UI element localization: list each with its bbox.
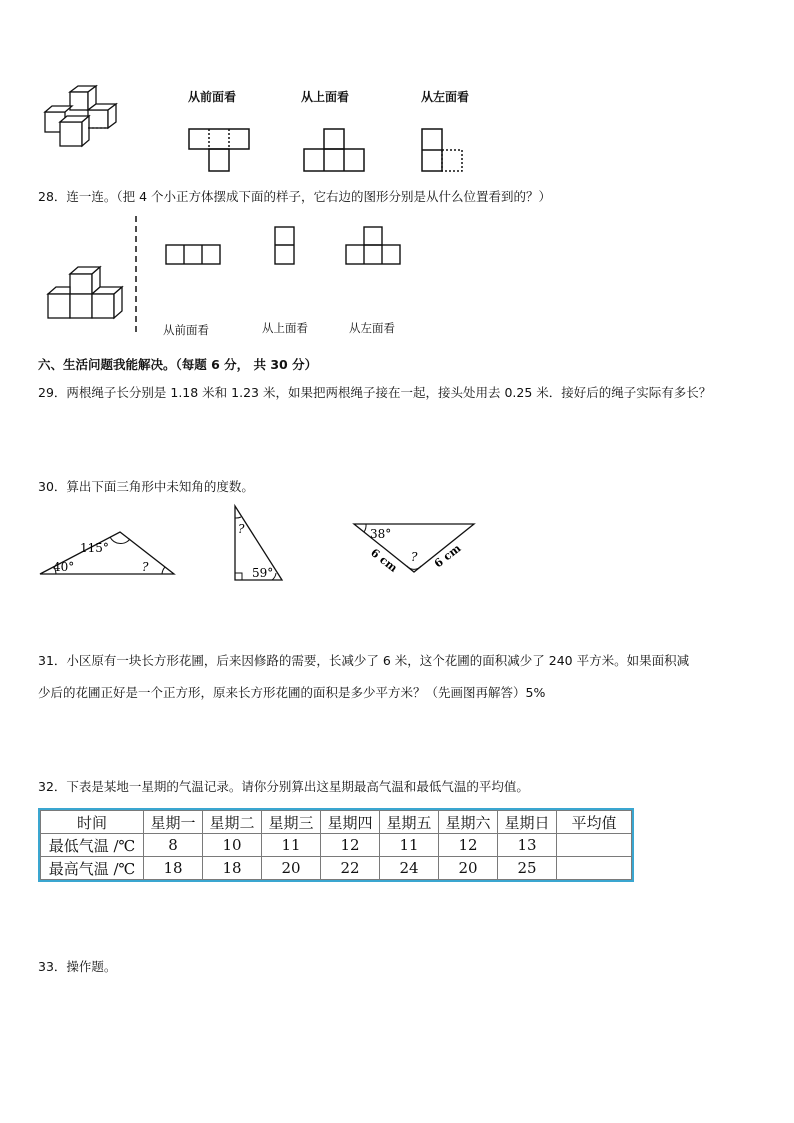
q27-view-front	[188, 128, 252, 174]
table-cell: 24	[380, 857, 439, 880]
q27-cube-stack	[40, 86, 130, 156]
q30-tri1-left-angle: 40°	[53, 560, 75, 574]
table-header-cell: 星期三	[262, 811, 321, 834]
table-header-cell: 星期五	[380, 811, 439, 834]
q27-view-label-left: 从左面看	[421, 90, 470, 104]
table-header-cell: 时间	[41, 811, 144, 834]
q30-tri2-top-angle: ?	[238, 522, 245, 536]
table-cell: 13	[498, 834, 557, 857]
q28-view-label-top: 从上面看	[262, 321, 308, 335]
q31-question-line2: 少后的花圃正好是一个正方形，原来长方形花圃的面积是多少平方米？（先画图再解答）5%	[38, 685, 546, 700]
q27-view-label-top: 从上面看	[301, 90, 350, 104]
table-cell: 11	[380, 834, 439, 857]
table-cell: 25	[498, 857, 557, 880]
table-cell: 20	[439, 857, 498, 880]
q30-tri3-side-right: 6 cm	[431, 541, 464, 571]
table-header-row	[41, 811, 632, 834]
q30-triangle-3	[352, 520, 478, 576]
q28-view-label-left: 从左面看	[349, 321, 395, 335]
q28-figure-b	[274, 226, 296, 266]
q27-view-top	[302, 128, 368, 174]
q30-question: 30．算出下面三角形中未知角的度数。	[38, 479, 254, 494]
q28-figure-a	[165, 244, 223, 266]
section6-title: 六、生活问题我能解决。（每题 6 分， 共 30 分）	[38, 357, 318, 372]
table-cell-average-blank[interactable]	[557, 834, 632, 857]
q28-cube-stack	[44, 262, 134, 332]
q30-tri3-side-left: 6 cm	[368, 546, 400, 575]
q32-question: 32．下表是某地一星期的气温记录。请你分别算出这星期最高气温和最低气温的平均值。	[38, 779, 529, 794]
table-cell: 18	[203, 857, 262, 880]
table-cell: 12	[439, 834, 498, 857]
q28-question: 28．连一连。（把 4 个小正方体摆成下面的样子，它右边的图形分别是从什么位置看到的？）	[38, 189, 552, 204]
table-cell: 11	[262, 834, 321, 857]
q30-tri2-bottom-angle: 59°	[252, 566, 274, 580]
table-row	[41, 857, 632, 880]
q31-question-line1: 31．小区原有一块长方形花圃，后来因修路的需要，长减少了 6 米，这个花圃的面积减少了 240 平方米。如果面积减	[38, 653, 690, 668]
table-cell: 22	[321, 857, 380, 880]
table-header-cell: 平均值	[557, 811, 632, 834]
q30-tri3-bottom-angle: ?	[411, 550, 418, 564]
table-header-cell: 星期日	[498, 811, 557, 834]
q29-question: 29．两根绳子长分别是 1.18 米和 1.23 米，如果把两根绳子接在一起，接头处用去 0.25 米．接好后的绳子实际有多长？	[38, 385, 712, 400]
q28-figure-c	[345, 226, 403, 266]
table-header-cell: 星期四	[321, 811, 380, 834]
q30-tri1-top-angle: 115°	[80, 541, 109, 555]
table-cell: 8	[144, 834, 203, 857]
table-header-cell: 星期一	[144, 811, 203, 834]
table-cell-average-blank[interactable]	[557, 857, 632, 880]
q28-view-label-front: 从前面看	[163, 323, 209, 337]
q30-triangle-1	[38, 526, 178, 578]
table-header-cell: 星期六	[439, 811, 498, 834]
table-cell: 10	[203, 834, 262, 857]
table-cell: 最低气温 /℃	[41, 834, 144, 857]
q30-tri1-right-angle: ?	[142, 560, 149, 574]
table-cell: 最高气温 /℃	[41, 857, 144, 880]
table-header-cell: 星期二	[203, 811, 262, 834]
table-row	[41, 834, 632, 857]
q33-question: 33．操作题。	[38, 959, 117, 974]
q32-temperature-table	[40, 810, 632, 880]
q30-triangle-2	[232, 504, 286, 582]
q32-temperature-table-frame	[38, 808, 634, 882]
table-cell: 18	[144, 857, 203, 880]
q27-view-label-front: 从前面看	[188, 90, 237, 104]
table-cell: 12	[321, 834, 380, 857]
table-cell: 20	[262, 857, 321, 880]
q28-divider-dashed	[134, 216, 138, 336]
q27-view-left	[420, 128, 466, 174]
q30-tri3-left-angle: 38°	[370, 527, 392, 541]
